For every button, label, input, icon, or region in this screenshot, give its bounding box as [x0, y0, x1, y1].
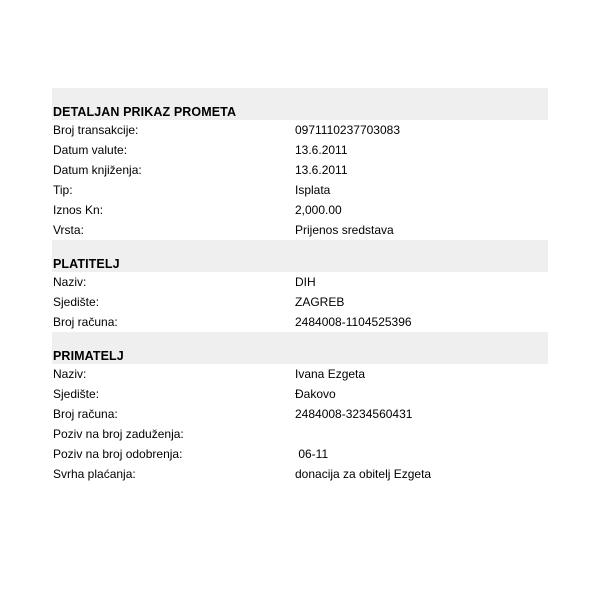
field-label: Sjedište: — [53, 295, 100, 309]
field-value: 2,000.00 — [295, 203, 342, 217]
transaction-detail-document — [52, 88, 548, 484]
field-value: 13.6.2011 — [295, 143, 348, 157]
detail-row-transaction-number — [52, 120, 548, 140]
field-value: Prijenos sredstava — [295, 223, 394, 237]
field-label: Broj transakcije: — [53, 123, 139, 137]
section-title: PLATITELJ — [53, 257, 120, 271]
detail-row-recipient-name — [52, 364, 548, 384]
detail-row-payer-account — [52, 312, 548, 332]
field-value: Ivana Ezgeta — [295, 367, 366, 381]
section-header — [52, 88, 548, 120]
field-label: Poziv na broj odobrenja: — [53, 447, 183, 461]
detail-row-recipient-seat — [52, 384, 548, 404]
field-label: Vrsta: — [53, 223, 84, 237]
section-payer — [52, 240, 548, 332]
field-label: Iznos Kn: — [53, 203, 104, 217]
section-title: DETALJAN PRIKAZ PROMETA — [53, 105, 237, 119]
detail-row-credit-reference — [52, 444, 548, 464]
field-value: 2484008-1104525396 — [295, 315, 412, 329]
detail-row-recipient-account — [52, 404, 548, 424]
field-value: 0971110237703083 — [295, 123, 400, 137]
field-label: Tip: — [53, 183, 73, 197]
detail-row-type — [52, 180, 548, 200]
field-value: Isplata — [295, 183, 331, 197]
field-label: Datum valute: — [53, 143, 128, 157]
field-value: DIH — [295, 275, 316, 289]
section-header — [52, 240, 548, 272]
section-transaction-details — [52, 88, 548, 240]
section-header — [52, 332, 548, 364]
detail-row-payment-purpose — [52, 464, 548, 484]
field-label: Svrha plaćanja: — [53, 467, 136, 481]
field-value: Đakovo — [295, 387, 336, 401]
field-label: Broj računa: — [53, 315, 118, 329]
field-label: Broj računa: — [53, 407, 118, 421]
field-label: Datum knjiženja: — [53, 163, 142, 177]
field-value: ZAGREB — [295, 295, 345, 309]
detail-row-kind — [52, 220, 548, 240]
field-label: Poziv na broj zaduženja: — [53, 427, 184, 441]
detail-row-amount — [52, 200, 548, 220]
detail-row-debit-reference — [52, 424, 548, 444]
field-value: 06-11 — [295, 447, 329, 461]
detail-row-booking-date — [52, 160, 548, 180]
section-title: PRIMATELJ — [53, 349, 124, 363]
field-value: 13.6.2011 — [295, 163, 348, 177]
field-label: Naziv: — [53, 275, 87, 289]
field-value: donacija za obitelj Ezgeta — [295, 467, 432, 481]
field-label: Naziv: — [53, 367, 87, 381]
detail-row-payer-seat — [52, 292, 548, 312]
field-value: 2484008-3234560431 — [295, 407, 413, 421]
section-recipient — [52, 332, 548, 484]
detail-row-payer-name — [52, 272, 548, 292]
detail-row-value-date — [52, 140, 548, 160]
field-label: Sjedište: — [53, 387, 100, 401]
